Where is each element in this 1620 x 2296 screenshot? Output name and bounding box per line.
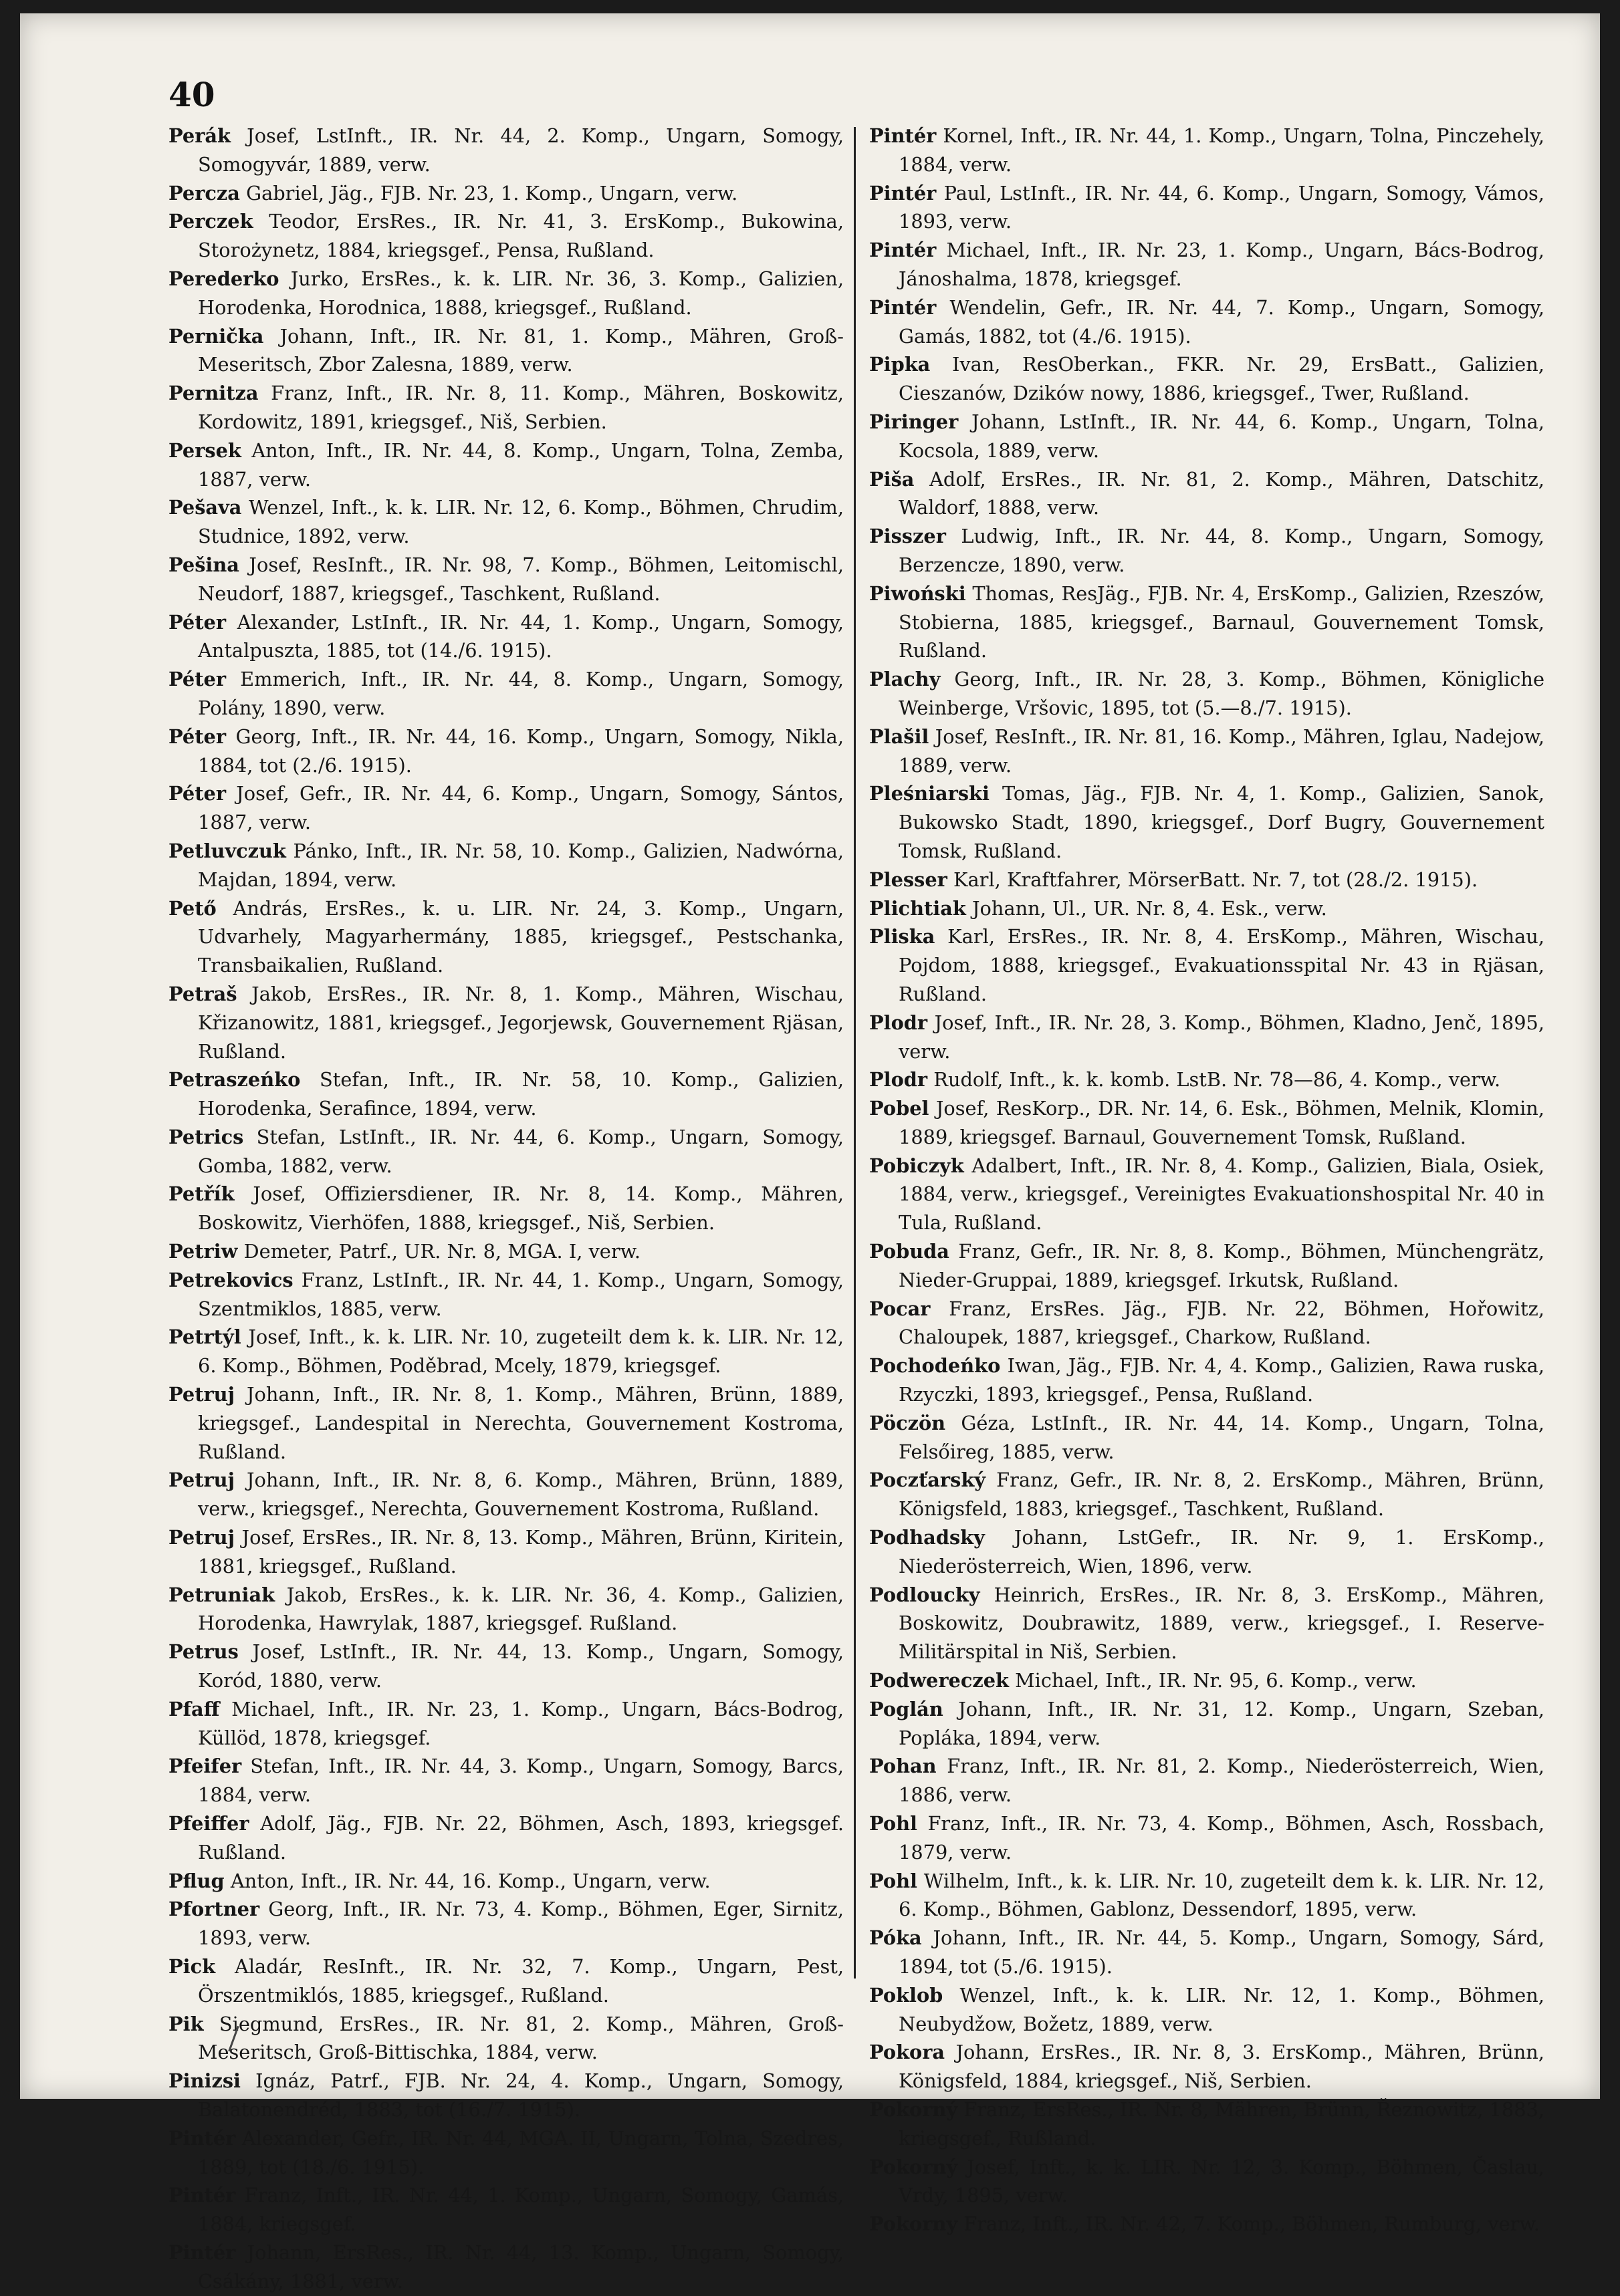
casualty-entry	[168, 779, 844, 837]
entry-details: Josef, Inft., IR. Nr. 28, 3. Komp., Böhmen, Kladno, Jenč, 1895, verw.	[899, 1011, 1544, 1063]
entry-surname: Pintér	[168, 2126, 236, 2150]
casualty-entry	[869, 408, 1544, 465]
entry-details: Jakob, ErsRes., IR. Nr. 8, 1. Komp., Mähren, Wischau, Křizanowitz, 1881, kriegsgef., Jegorjewsk, Gouvernement Rjäsan, Rußland.	[198, 982, 844, 1063]
casualty-entry	[869, 179, 1544, 237]
casualty-entry	[168, 2067, 844, 2124]
entry-details: Johann, ErsRes., IR. Nr. 44, 13. Komp., Ungarn, Somogy, Csákány, 1881, verw.	[198, 2241, 844, 2293]
left-column	[168, 122, 844, 2296]
casualty-entry	[168, 2124, 844, 2182]
casualty-entry	[869, 465, 1544, 523]
casualty-entry	[168, 379, 844, 436]
entry-surname: Pleśniarski	[869, 782, 990, 805]
casualty-entry	[168, 2010, 844, 2067]
casualty-entry	[168, 1123, 844, 1180]
entry-details: Adolf, ErsRes., IR. Nr. 81, 2. Komp., Mähren, Datschitz, Waldorf, 1888, verw.	[899, 467, 1544, 519]
casualty-entry	[168, 608, 844, 666]
entry-surname: Plodr	[869, 1068, 928, 1092]
entry-surname: Podloucky	[869, 1583, 980, 1606]
entry-details: Jakob, ErsRes., k. k. LIR. Nr. 36, 4. Komp., Galizien, Horodenka, Hawrylak, 1887, kriegsgef. Rußland.	[198, 1583, 844, 1635]
entry-surname: Petřík	[168, 1182, 235, 1206]
casualty-entry	[869, 1352, 1544, 1409]
entry-details: Stefan, Inft., IR. Nr. 44, 3. Komp., Ungarn, Somogy, Barcs, 1884, verw.	[198, 1755, 844, 1807]
entry-details: Franz, Inft., IR. Nr. 8, 11. Komp., Mähren, Boskowitz, Kordowitz, 1891, kriegsgef., Niš, Serbien.	[198, 382, 844, 433]
casualty-entry	[168, 1581, 844, 1638]
casualty-entry	[869, 894, 1544, 923]
casualty-entry	[168, 322, 844, 380]
casualty-entry	[869, 1237, 1544, 1295]
entry-surname: Plesser	[869, 868, 947, 891]
casualty-entry	[869, 779, 1544, 865]
casualty-entry	[168, 179, 844, 208]
casualty-entry	[168, 493, 844, 551]
entry-surname: Péter	[168, 668, 226, 691]
entry-surname: Pochodeńko	[869, 1354, 1001, 1378]
entry-surname: Pintér	[869, 181, 937, 205]
entry-details: Gabriel, Jäg., FJB. Nr. 23, 1. Komp., Ungarn, verw.	[239, 181, 738, 205]
casualty-entry	[869, 665, 1544, 723]
entry-surname: Poczťarský	[869, 1469, 986, 1492]
entry-surname: Pintér	[869, 295, 937, 319]
entry-surname: Póka	[869, 1926, 922, 1950]
entry-details: Georg, Inft., IR. Nr. 28, 3. Komp., Böhmen, Königliche Weinberge, Vršovic, 1895, tot (5.—8./7. 1915).	[899, 668, 1544, 719]
entry-details: Josef, LstInft., IR. Nr. 44, 13. Komp., Ungarn, Somogy, Koród, 1880, verw.	[198, 1640, 844, 1692]
entry-surname: Petruj	[168, 1383, 235, 1406]
entry-surname: Pokorný	[869, 2097, 958, 2121]
entry-surname: Piša	[869, 467, 915, 491]
casualty-entry	[869, 236, 1544, 293]
entry-details: Anton, Inft., IR. Nr. 44, 8. Komp., Ungarn, Tolna, Zemba, 1887, verw.	[198, 438, 844, 491]
entry-details: Adalbert, Inft., IR. Nr. 8, 4. Komp., Galizien, Biala, Osiek, 1884, verw., kriegsgef., Vereinigtes Evakuationshospital Nr. 40 in Tula, Rußland.	[899, 1154, 1544, 1235]
casualty-entry	[869, 1981, 1544, 2039]
entry-details: Ivan, ResOberkan., FKR. Nr. 29, ErsBatt., Galizien, Cieszanów, Dzików nowy, 1886, kriegsgef., Twer, Rußland.	[899, 353, 1544, 405]
entry-details: Michael, Inft., IR. Nr. 95, 6. Komp., verw.	[1009, 1669, 1417, 1692]
entry-surname: Petruj	[168, 1526, 235, 1549]
entry-details: Rudolf, Inft., k. k. komb. LstB. Nr. 78—86, 4. Komp., verw.	[927, 1068, 1501, 1092]
entry-details: Franz, ErsRes., IR. Nr. 8, Mähren, Brünn, Řeznowitz, 1883, kriegsgef., Rußland.	[899, 2097, 1544, 2150]
entry-details: Iwan, Jäg., FJB. Nr. 4, 4. Komp., Galizien, Rawa ruska, Rzyczki, 1893, kriegsgef., Pensa, Rußland.	[899, 1354, 1544, 1406]
casualty-entry	[869, 2038, 1544, 2095]
entry-surname: Piwoński	[869, 582, 966, 605]
casualty-entry	[869, 1009, 1544, 1066]
casualty-entry	[168, 1237, 844, 1266]
entry-surname: Petruniak	[168, 1583, 275, 1606]
entry-surname: Plichtiak	[869, 896, 966, 920]
entry-details: Johann, ErsRes., IR. Nr. 8, 3. ErsKomp., Mähren, Brünn, Königsfeld, 1884, kriegsgef., Niš, Serbien.	[899, 2041, 1544, 2093]
entry-details: Franz, Inft., IR. Nr. 73, 4. Komp., Böhmen, Asch, Rossbach, 1879, verw.	[899, 1812, 1544, 1864]
entry-surname: Pernička	[168, 324, 264, 348]
right-column	[869, 122, 1544, 2239]
entry-details: Wenzel, Inft., k. k. LIR. Nr. 12, 6. Komp., Böhmen, Chrudim, Studnice, 1892, verw.	[198, 496, 844, 548]
entry-details: Géza, LstInft., IR. Nr. 44, 14. Komp., Ungarn, Tolna, Felsőireg, 1885, verw.	[899, 1411, 1544, 1463]
entry-surname: Pöczön	[869, 1411, 946, 1434]
entry-surname: Pešava	[168, 496, 242, 519]
entry-details: András, ErsRes., k. u. LIR. Nr. 24, 3. Komp., Ungarn, Udvarhely, Magyarhermány, 1885, kriegsgef., Pestschanka, Transbaikalien, Rußland.	[198, 896, 844, 977]
entry-surname: Plodr	[869, 1011, 928, 1034]
entry-details: Stefan, Inft., IR. Nr. 58, 10. Komp., Galizien, Horodenka, Serafince, 1894, verw.	[198, 1068, 844, 1120]
entry-surname: Pfaff	[168, 1697, 220, 1720]
entry-details: Ignáz, Patrf., FJB. Nr. 24, 4. Komp., Ungarn, Somogy, Balatonendréd, 1883, tot (16./7. 1915).	[198, 2069, 844, 2121]
entry-surname: Pocar	[869, 1297, 931, 1320]
entry-surname: Pintér	[869, 239, 937, 262]
entry-details: Johann, Inft., IR. Nr. 44, 5. Komp., Ungarn, Somogy, Sárd, 1894, tot (5./6. 1915).	[899, 1926, 1544, 1978]
casualty-entry	[869, 1065, 1544, 1094]
entry-details: Georg, Inft., IR. Nr. 73, 4. Komp., Böhmen, Eger, Sirnitz, 1893, verw.	[198, 1898, 844, 1950]
entry-surname: Poklob	[869, 1983, 943, 2007]
entry-details: Kornel, Inft., IR. Nr. 44, 1. Komp., Ungarn, Tolna, Pinczehely, 1884, verw.	[899, 124, 1544, 176]
entry-surname: Petruj	[168, 1469, 235, 1492]
casualty-entry	[168, 1065, 844, 1123]
entry-details: Thomas, ResJäg., FJB. Nr. 4, ErsKomp., Galizien, Rzeszów, Stobierna, 1885, kriegsgef., Barnaul, Gouvernement Tomsk, Rußland.	[899, 582, 1544, 662]
document-page	[20, 13, 1600, 2293]
entry-surname: Pintér	[869, 124, 937, 147]
entry-details: Johann, Inft., IR. Nr. 81, 1. Komp., Mähren, Groß-Meseritsch, Zbor Zalesna, 1889, verw.	[198, 324, 844, 376]
entry-surname: Pohl	[869, 1869, 917, 1892]
casualty-entry	[168, 1523, 844, 1581]
entry-details: Franz, Inft., IR. Nr. 42, 7. Komp., Böhmen, Rumburg, verw.	[957, 2212, 1540, 2236]
entry-surname: Pliska	[869, 925, 935, 948]
entry-details: Emmerich, Inft., IR. Nr. 44, 8. Komp., Ungarn, Somogy, Polány, 1890, verw.	[198, 668, 844, 719]
casualty-entry	[168, 980, 844, 1065]
casualty-entry	[869, 1466, 1544, 1523]
casualty-entry	[168, 894, 844, 980]
entry-surname: Pfortner	[168, 1898, 260, 1921]
entry-surname: Petraszeńko	[168, 1068, 301, 1092]
entry-surname: Pokorny	[869, 2212, 958, 2236]
entry-surname: Petriw	[168, 1240, 238, 1263]
entry-details: Franz, ErsRes. Jäg., FJB. Nr. 22, Böhmen, Hořowitz, Chaloupek, 1887, kriegsgef., Charkow, Rußland.	[899, 1297, 1544, 1349]
casualty-entry	[869, 350, 1544, 408]
entry-details: Karl, Kraftfahrer, MörserBatt. Nr. 7, tot (28./2. 1915).	[947, 868, 1478, 891]
entry-details: Josef, Offiziersdiener, IR. Nr. 8, 14. Komp., Mähren, Boskowitz, Vierhöfen, 1888, kriegsgef., Niš, Serbien.	[198, 1182, 844, 1235]
entry-details: Wilhelm, Inft., k. k. LIR. Nr. 10, zugeteilt dem k. k. LIR. Nr. 12, 6. Komp., Böhmen, Gablonz, Dessendorf, 1895, verw.	[899, 1869, 1544, 1921]
entry-details: Franz, Gefr., IR. Nr. 8, 8. Komp., Böhmen, Münchengrätz, Nieder-Gruppai, 1889, kriegsgef. Irkutsk, Rußland.	[899, 1240, 1544, 1291]
entry-surname: Perák	[168, 124, 231, 147]
entry-details: Wenzel, Inft., k. k. LIR. Nr. 12, 1. Komp., Böhmen, Neubydžow, Božetz, 1889, verw.	[899, 1983, 1544, 2035]
entry-surname: Petraš	[168, 982, 237, 1005]
entry-surname: Persek	[168, 438, 241, 462]
entry-surname: Pobuda	[869, 1240, 949, 1263]
entry-surname: Pobiczyk	[869, 1154, 964, 1177]
entry-surname: Pfeiffer	[168, 1812, 249, 1835]
entry-surname: Pohan	[869, 1755, 937, 1778]
entry-surname: Péter	[168, 782, 226, 805]
casualty-entry	[869, 2153, 1544, 2210]
casualty-entry	[869, 122, 1544, 179]
entry-details: Johann, Inft., IR. Nr. 8, 6. Komp., Mähren, Brünn, 1889, verw., kriegsgef., Nerechta, Gouvernement Kostroma, Rußland.	[198, 1469, 844, 1521]
entry-details: Teodor, ErsRes., IR. Nr. 41, 3. ErsKomp., Bukowina, Storożynetz, 1884, kriegsgef., Pensa, Rußland.	[198, 210, 844, 262]
entry-details: Ludwig, Inft., IR. Nr. 44, 8. Komp., Ungarn, Somogy, Berzencze, 1890, verw.	[899, 525, 1544, 576]
entry-surname: Pik	[168, 2012, 204, 2035]
casualty-entry	[168, 2239, 844, 2296]
entry-details: Josef, Gefr., IR. Nr. 44, 6. Komp., Ungarn, Somogy, Sántos, 1887, verw.	[198, 782, 844, 834]
casualty-entry	[869, 1924, 1544, 1981]
casualty-entry	[168, 1752, 844, 1809]
entry-details: Franz, LstInft., IR. Nr. 44, 1. Komp., Ungarn, Somogy, Szentmiklos, 1885, verw.	[198, 1268, 844, 1320]
entry-details: Franz, Inft., IR. Nr. 44, 1. Komp., Ungarn, Somogy, Gamás, 1884, kriegsgef.	[198, 2184, 844, 2236]
entry-surname: Petrus	[168, 1640, 239, 1664]
entry-details: Alexander, LstInft., IR. Nr. 44, 1. Komp., Ungarn, Somogy, Antalpuszta, 1885, tot (14./6. 1915).	[198, 610, 844, 662]
casualty-entry	[168, 665, 844, 723]
entry-details: Michael, Inft., IR. Nr. 23, 1. Komp., Ungarn, Bács-Bodrog, Jánoshalma, 1878, kriegsgef.	[899, 239, 1544, 290]
casualty-entry	[168, 1952, 844, 2010]
entry-details: Adolf, Jäg., FJB. Nr. 22, Böhmen, Asch, 1893, kriegsgef. Rußland.	[198, 1812, 844, 1864]
entry-details: Josef, ErsRes., IR. Nr. 8, 13. Komp., Mähren, Brünn, Kiritein, 1881, kriegsgef., Rußland.	[198, 1526, 844, 1577]
entry-details: Pánko, Inft., IR. Nr. 58, 10. Komp., Galizien, Nadwórna, Majdan, 1894, verw.	[198, 839, 844, 891]
casualty-entry	[168, 723, 844, 780]
entry-surname: Plachy	[869, 668, 941, 691]
casualty-entry	[168, 1466, 844, 1523]
entry-details: Johann, LstInft., IR. Nr. 44, 6. Komp., Ungarn, Tolna, Kocsola, 1889, verw.	[899, 410, 1544, 462]
casualty-entry	[168, 436, 844, 494]
entry-details: Johann, Inft., IR. Nr. 31, 12. Komp., Ungarn, Szeban, Popláka, 1894, verw.	[899, 1697, 1544, 1749]
entry-surname: Pintér	[168, 2184, 236, 2207]
entry-details: Johann, Ul., UR. Nr. 8, 4. Esk., verw.	[965, 896, 1327, 920]
casualty-entry	[168, 1638, 844, 1695]
entry-surname: Pfeifer	[168, 1755, 242, 1778]
casualty-entry	[869, 522, 1544, 580]
entry-surname: Pešina	[168, 553, 239, 576]
casualty-entry	[869, 2095, 1544, 2153]
casualty-entry	[869, 1867, 1544, 1924]
entry-surname: Percza	[168, 181, 240, 205]
column-divider	[854, 127, 856, 1979]
entry-details: Karl, ErsRes., IR. Nr. 8, 4. ErsKomp., Mähren, Wischau, Pojdom, 1888, kriegsgef., Evakuationsspital Nr. 43 in Rjäsan, Rußland.	[899, 925, 1544, 1005]
casualty-entry	[869, 866, 1544, 894]
casualty-entry	[168, 1895, 844, 1952]
casualty-entry	[869, 293, 1544, 351]
entry-surname: Pobel	[869, 1097, 929, 1120]
entry-details: Josef, ResInft., IR. Nr. 81, 16. Komp., Mähren, Iglau, Nadejow, 1889, verw.	[899, 725, 1544, 777]
casualty-entry	[869, 922, 1544, 1008]
entry-surname: Péter	[168, 610, 226, 634]
casualty-entry	[168, 1695, 844, 1753]
casualty-entry	[168, 837, 844, 894]
entry-details: Georg, Inft., IR. Nr. 44, 16. Komp., Ungarn, Somogy, Nikla, 1884, tot (2./6. 1915).	[198, 725, 844, 777]
casualty-entry	[869, 723, 1544, 780]
entry-details: Franz, Gefr., IR. Nr. 8, 2. ErsKomp., Mähren, Brünn, Königsfeld, 1883, kriegsgef., Taschkent, Rußland.	[899, 1469, 1544, 1521]
casualty-entry	[869, 1409, 1544, 1466]
casualty-entry	[869, 1094, 1544, 1152]
casualty-entry	[869, 1581, 1544, 1666]
casualty-entry	[869, 1295, 1544, 1352]
entry-details: Johann, Inft., IR. Nr. 8, 1. Komp., Mähren, Brünn, 1889, kriegsgef., Landespital in Nerechta, Gouvernement Kostroma, Rußland.	[198, 1383, 844, 1463]
casualty-entry	[168, 1323, 844, 1380]
casualty-entry	[168, 122, 844, 179]
page-number: 40	[168, 75, 215, 114]
casualty-entry	[869, 580, 1544, 665]
entry-details: Heinrich, ErsRes., IR. Nr. 8, 3. ErsKomp., Mähren, Boskowitz, Doubrawitz, 1889, verw., kriegsgef., I. Reserve-Militärspital in Niš, Serbien.	[899, 1583, 1544, 1664]
entry-details: Franz, Inft., IR. Nr. 81, 2. Komp., Niederösterreich, Wien, 1886, verw.	[899, 1755, 1544, 1807]
entry-surname: Pinizsi	[168, 2069, 241, 2093]
entry-surname: Plašil	[869, 725, 929, 748]
entry-surname: Pintér	[168, 2241, 236, 2264]
entry-surname: Péter	[168, 725, 226, 748]
casualty-entry	[168, 1380, 844, 1466]
entry-details: Alexander, Gefr., IR. Nr. 44, MGA. II, Ungarn, Tolna, Szedres, 1889, tot (18./6. 1915).	[198, 2126, 844, 2178]
entry-surname: Piringer	[869, 410, 959, 433]
entry-details: Paul, LstInft., IR. Nr. 44, 6. Komp., Ungarn, Somogy, Vámos, 1893, verw.	[899, 181, 1544, 233]
entry-details: Wendelin, Gefr., IR. Nr. 44, 7. Komp., Ungarn, Somogy, Gamás, 1882, tot (4./6. 1915).	[899, 295, 1544, 348]
entry-surname: Pernitza	[168, 382, 259, 405]
casualty-entry	[168, 551, 844, 608]
entry-surname: Petrekovics	[168, 1268, 294, 1291]
casualty-entry	[168, 1266, 844, 1323]
entry-details: Tomas, Jäg., FJB. Nr. 4, 1. Komp., Galizien, Sanok, Bukowsko Stadt, 1890, kriegsgef., Dorf Bugry, Gouvernement Tomsk, Rußland.	[899, 782, 1544, 862]
entry-surname: Pipka	[869, 353, 931, 376]
entry-details: Josef, Inft., k. k. LIR. Nr. 12, 3. Komp., Böhmen, Časlau, Vrdy, 1895, verw.	[899, 2155, 1544, 2207]
entry-surname: Pick	[168, 1955, 216, 1978]
entry-surname: Petrtýl	[168, 1325, 241, 1349]
entry-details: Aladár, ResInft., IR. Nr. 32, 7. Komp., Ungarn, Pest, Örszentmiklós, 1885, kriegsgef., Rußland.	[198, 1955, 844, 2007]
entry-surname: Pokora	[869, 2041, 945, 2064]
entry-surname: Petluvczuk	[168, 839, 286, 862]
entry-surname: Pohl	[869, 1812, 917, 1835]
entry-surname: Pető	[168, 896, 217, 920]
casualty-entry	[168, 1180, 844, 1237]
entry-details: Michael, Inft., IR. Nr. 23, 1. Komp., Ungarn, Bács-Bodrog, Küllöd, 1878, kriegsgef.	[198, 1697, 844, 1749]
entry-surname: Perczek	[168, 210, 253, 233]
entry-details: Anton, Inft., IR. Nr. 44, 16. Komp., Ungarn, verw.	[224, 1869, 711, 1892]
entry-details: Jurko, ErsRes., k. k. LIR. Nr. 36, 3. Komp., Galizien, Horodenka, Horodnica, 1888, kriegsgef., Rußland.	[198, 267, 844, 319]
casualty-entry	[168, 1867, 844, 1896]
entry-details: Josef, LstInft., IR. Nr. 44, 2. Komp., Ungarn, Somogy, Somogyvár, 1889, verw.	[198, 124, 844, 176]
entry-surname: Podwereczek	[869, 1669, 1009, 1692]
casualty-entry	[168, 2181, 844, 2239]
casualty-entry	[168, 207, 844, 265]
casualty-entry	[869, 2210, 1544, 2239]
casualty-entry	[869, 1666, 1544, 1695]
entry-details: Johann, LstGefr., IR. Nr. 9, 1. ErsKomp., Niederösterreich, Wien, 1896, verw.	[899, 1526, 1544, 1577]
casualty-entry	[869, 1752, 1544, 1809]
entry-surname: Podhadsky	[869, 1526, 985, 1549]
casualty-entry	[168, 1809, 844, 1867]
entry-details: Josef, ResInft., IR. Nr. 98, 7. Komp., Böhmen, Leitomischl, Neudorf, 1887, kriegsgef., Taschkent, Rußland.	[198, 553, 844, 605]
entry-details: Josef, Inft., k. k. LIR. Nr. 10, zugeteilt dem k. k. LIR. Nr. 12, 6. Komp., Böhmen, Poděbrad, Mcely, 1879, kriegsgef.	[198, 1325, 844, 1378]
entry-details: Siegmund, ErsRes., IR. Nr. 81, 2. Komp., Mähren, Groß-Meseritsch, Groß-Bittischka, 1884, verw.	[198, 2012, 844, 2064]
entry-surname: Pokorný	[869, 2155, 958, 2178]
entry-surname: Petrics	[168, 1125, 244, 1148]
entry-surname: Perederko	[168, 267, 279, 290]
casualty-entry	[869, 1523, 1544, 1581]
entry-surname: Pisszer	[869, 525, 946, 548]
entry-surname: Poglán	[869, 1697, 943, 1720]
entry-surname: Pflug	[168, 1869, 225, 1892]
entry-details: Josef, ResKorp., DR. Nr. 14, 6. Esk., Böhmen, Melnik, Klomin, 1889, kriegsgef. Barnaul, Gouvernement Tomsk, Rußland.	[899, 1097, 1544, 1148]
casualty-entry	[869, 1695, 1544, 1753]
casualty-entry	[168, 265, 844, 322]
casualty-entry	[869, 1152, 1544, 1237]
entry-details: Stefan, LstInft., IR. Nr. 44, 6. Komp., Ungarn, Somogy, Gomba, 1882, verw.	[198, 1125, 844, 1177]
entry-details: Demeter, Patrf., UR. Nr. 8, MGA. I, verw.	[237, 1240, 641, 1263]
casualty-entry	[869, 1809, 1544, 1867]
